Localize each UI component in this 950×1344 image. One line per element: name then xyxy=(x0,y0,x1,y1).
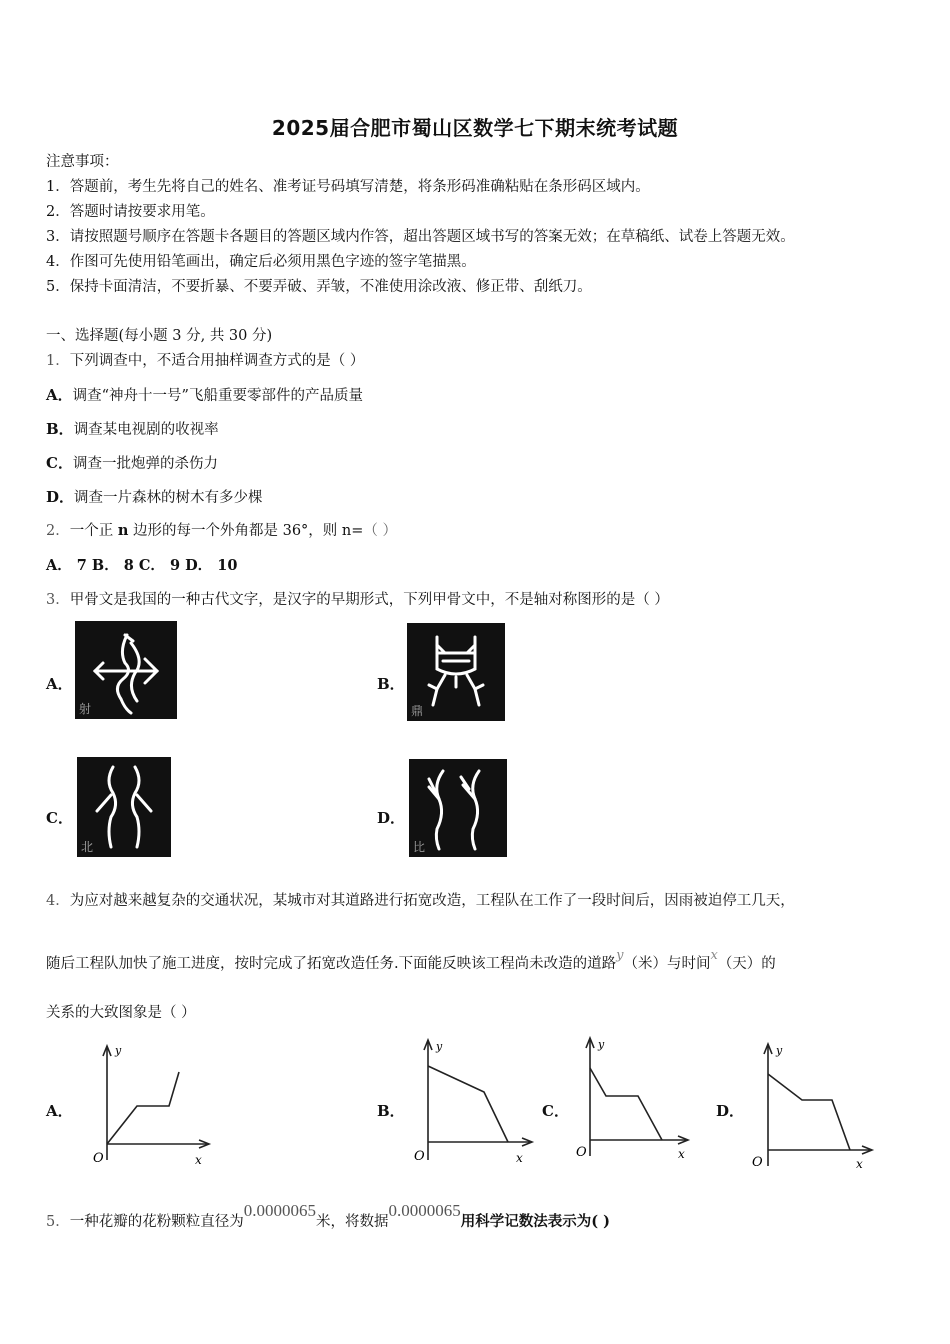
value-raw: 0.0000065 xyxy=(243,1201,316,1220)
svg-text:x: x xyxy=(195,1153,202,1167)
svg-text:O: O xyxy=(93,1151,104,1166)
oracle-bone-glyph-she: 射 xyxy=(75,621,177,719)
q2-options: A． 7 B． 8 C． 9 D． 10 xyxy=(46,557,238,574)
question-4-line-2: 随后工程队加快了施工进度，按时完成了拓宽改造任务.下面能反映该工程尚未改造的道路y（米）与时间x（天）的 xyxy=(46,948,776,972)
question-1 xyxy=(46,351,364,371)
q4-option-d-label: D． xyxy=(716,1102,745,1120)
q4-graph-d xyxy=(750,1040,880,1172)
svg-text:O: O xyxy=(414,1149,425,1164)
notice-item: 1．答题前，考生先将自己的姓名、准考证号码填写清楚，将条形码准确粘贴在条形码区域内。 xyxy=(46,179,650,195)
question-number: 4． xyxy=(46,893,70,909)
svg-text:x: x xyxy=(516,1151,523,1165)
svg-text:x: x xyxy=(856,1157,863,1171)
notice-item: 5．保持卡面清洁，不要折暴、不要弄破、弄皱，不准使用涂改液、修正带、刮纸刀。 xyxy=(46,279,592,295)
question-4-line-1: 4．为应对越来越复杂的交通状况，某城市对其道路进行拓宽改造，工程队在工作了一段时间后，因雨被迫停工几天， xyxy=(46,893,795,909)
question-text: 下列调查中，不适合用抽样调查方式的是（ ） xyxy=(69,353,365,369)
notice-item: 3．请按照题号顺序在答题卡各题目的答题区域内作答，超出答题区域书写的答案无效；在草稿纸、试卷上答题无效。 xyxy=(46,229,795,245)
q4-graph-c xyxy=(574,1034,694,1168)
q1-option-a: A．调查“神舟十一号”飞船重要零部件的产品质量 xyxy=(46,386,363,404)
svg-text:O: O xyxy=(752,1155,763,1170)
q1-option-b: B．调查某电视剧的收视率 xyxy=(46,420,219,438)
question-4-line-3: 关系的大致图象是（ ） xyxy=(46,1005,196,1021)
svg-text:y: y xyxy=(776,1044,783,1057)
q3-option-d-label: D． xyxy=(377,809,406,827)
q3-option-c-label: C． xyxy=(46,809,73,827)
question-number: 2． xyxy=(46,523,70,539)
svg-text:y: y xyxy=(598,1038,605,1051)
oracle-bone-glyph-ding: 鼎 xyxy=(407,623,505,721)
q4-option-c-label: C． xyxy=(542,1102,569,1120)
question-3: 3．甲骨文是我国的一种古代文字，是汉字的早期形式，下列甲骨文中，不是轴对称图形的是（ ） xyxy=(46,592,669,608)
svg-text:y: y xyxy=(436,1040,443,1053)
q1-option-c: C．调查一批炮弹的杀伤力 xyxy=(46,454,218,472)
notice-heading: 注意事项： xyxy=(46,154,119,170)
question-number: 1． xyxy=(46,353,70,369)
question-2: 2．一个正 n 边形的每一个外角都是 36°，则 n=（ ） xyxy=(46,522,398,539)
q4-option-a-label: A． xyxy=(46,1102,73,1120)
question-number: 5． xyxy=(46,1214,70,1230)
question-5: 5．一种花瓣的花粉颗粒直径为0.0000065米，将数据0.0000065用科学记数法表示为( ) xyxy=(46,1201,611,1230)
svg-text:O: O xyxy=(576,1145,587,1160)
question-number: 3． xyxy=(46,592,70,608)
q4-graph-b xyxy=(410,1036,540,1170)
notice-item: 2．答题时请按要求用笔。 xyxy=(46,204,215,220)
page-title: 2025届合肥市蜀山区数学七下期末统考试题 xyxy=(271,116,679,140)
svg-text:x: x xyxy=(678,1147,685,1161)
notice-item: 4．作图可先使用铅笔画出，确定后必须用黑色字迹的签字笔描黑。 xyxy=(46,254,476,270)
section-heading: 一、选择题(每小题 3 分, 共 30 分) xyxy=(46,328,273,344)
q4-graph-a xyxy=(85,1040,215,1170)
q3-option-a-label: A． xyxy=(46,675,73,693)
q4-option-b-label: B． xyxy=(377,1102,405,1120)
value-raw: 0.0000065 xyxy=(388,1201,461,1220)
q3-option-b-label: B． xyxy=(377,675,405,693)
oracle-bone-glyph-bei: 北 xyxy=(77,757,171,857)
svg-text:y: y xyxy=(115,1044,122,1057)
oracle-bone-glyph-bi: 比 xyxy=(409,759,507,857)
q1-option-d: D．调查一片森林的树木有多少棵 xyxy=(46,488,263,506)
